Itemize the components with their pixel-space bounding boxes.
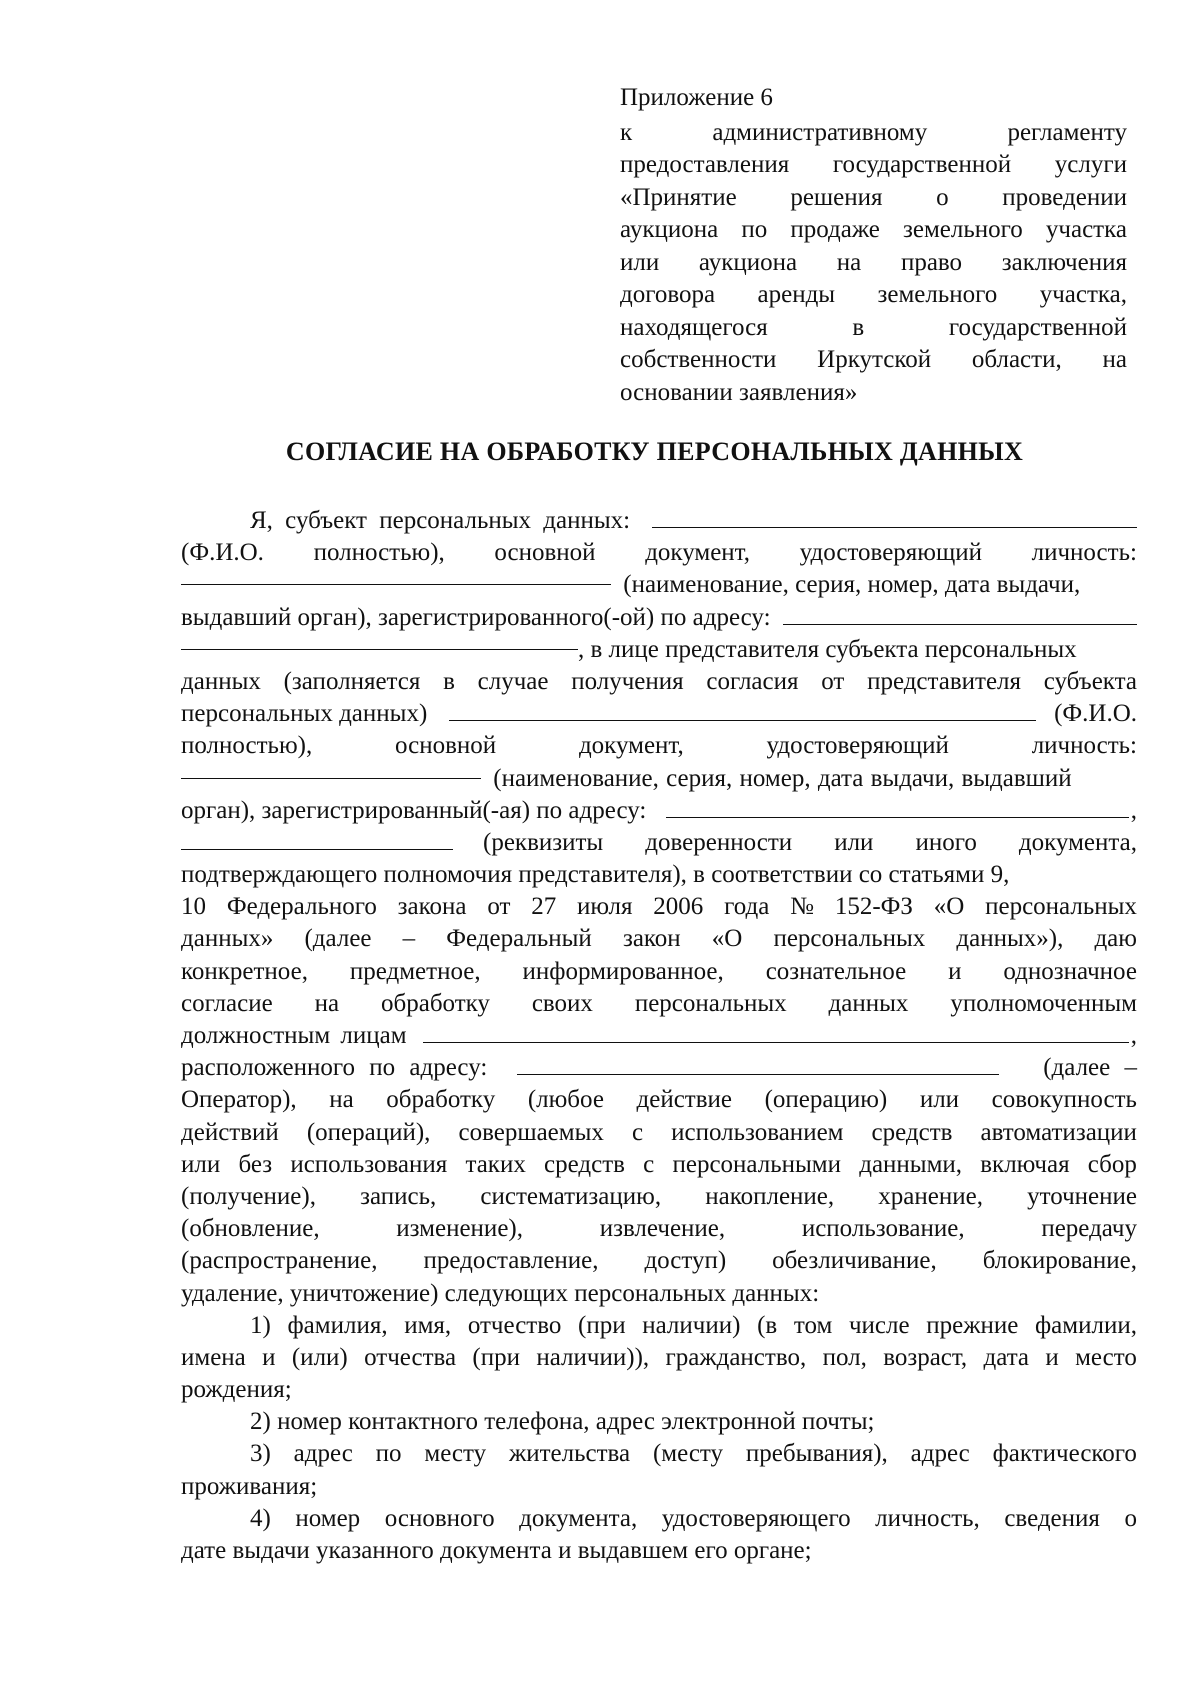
word: личность: [1031, 539, 1137, 567]
word: право [900, 248, 963, 276]
blank-address [783, 624, 1137, 625]
line-text: выдавший орган), зарегистрированного(-ой) по адресу: [181, 603, 771, 631]
word: (распространение, [181, 1247, 378, 1275]
word: государственной [948, 313, 1127, 341]
word: от [487, 893, 511, 921]
word: июля [577, 893, 633, 921]
word: закона [397, 893, 467, 921]
body-line [181, 1020, 1137, 1052]
word: на [1102, 346, 1127, 373]
word: (Ф.И.О. [181, 539, 264, 567]
word: Оператор), [181, 1086, 297, 1114]
blank-rep-document [181, 778, 481, 779]
word: однозначное [1003, 957, 1137, 985]
blank-power-of-attorney [181, 849, 453, 850]
word: закон [622, 925, 681, 953]
word: земельного [903, 216, 1023, 243]
word: в [852, 313, 865, 341]
word: (далее [304, 925, 372, 953]
appendix-line [620, 247, 1127, 280]
word: «О [711, 925, 743, 953]
body-line: проживания; [181, 1472, 318, 1500]
word: 10 [181, 893, 206, 921]
word: фамилия, [287, 1311, 388, 1339]
word: изменение), [396, 1215, 523, 1243]
word: том [793, 1311, 833, 1339]
blank-address-cont [181, 649, 578, 650]
word: по [741, 216, 768, 243]
word: Иркутской [817, 346, 932, 373]
word: обезличивание, [772, 1247, 937, 1275]
word: обработку [386, 1086, 496, 1114]
word: государственной [832, 151, 1012, 178]
word: личность, [875, 1504, 980, 1532]
word: гражданство, [665, 1343, 807, 1371]
word: доверенности [645, 828, 793, 856]
body-line [181, 795, 1137, 827]
word: (получение), [181, 1182, 316, 1210]
word: сознательное [765, 957, 907, 985]
body-line [181, 1084, 1137, 1116]
word: основной [394, 732, 497, 760]
line-text: расположенного по адресу: [181, 1054, 488, 1082]
word: сбор [1087, 1150, 1137, 1178]
word: «О [933, 893, 965, 921]
word: продаже [790, 216, 880, 243]
word: адрес [910, 1440, 970, 1468]
word: № [790, 893, 814, 921]
line-text: персональных данных) [181, 700, 428, 728]
word: конкретное, [181, 957, 308, 985]
word: области, [971, 346, 1062, 373]
appendix-line [620, 344, 1127, 377]
list-item-4 [181, 1503, 1137, 1535]
word: по [375, 1440, 402, 1468]
word: Федеральный [446, 925, 592, 953]
line-text: , [1130, 796, 1137, 824]
word: случае [477, 667, 549, 695]
word: (месту [652, 1440, 724, 1468]
word: и [1045, 1343, 1059, 1371]
blank-operator-address [517, 1074, 999, 1075]
word: обработку [381, 989, 490, 1017]
word: (любое [527, 1086, 604, 1114]
body-line [181, 923, 1137, 955]
list-item-3 [181, 1438, 1137, 1470]
word: административному [712, 118, 928, 146]
body-line [181, 634, 1137, 666]
word: субъекта [1043, 667, 1137, 695]
blank-fio [652, 527, 1137, 528]
word: личность: [1031, 732, 1137, 760]
word: документа, [519, 1504, 638, 1532]
body-line [181, 569, 1137, 601]
body-line [181, 537, 1137, 569]
word: участка [1045, 216, 1127, 243]
word: с [631, 1118, 644, 1146]
word: доступ) [644, 1247, 727, 1275]
word: (операций), [306, 1118, 431, 1146]
body-line [181, 1052, 1137, 1084]
word: автоматизации [980, 1118, 1137, 1146]
word: документа, [1018, 828, 1137, 856]
word: документ, [578, 732, 684, 760]
word: накопление, [705, 1182, 835, 1210]
word: (заполняется [283, 667, 421, 695]
word: земельного [877, 281, 998, 308]
word: полностью), [313, 539, 445, 567]
word: (обновление, [181, 1215, 320, 1243]
word: извлечение, [599, 1215, 726, 1243]
body-line [181, 988, 1137, 1020]
body-line [181, 1213, 1137, 1245]
word: даю [1094, 925, 1137, 953]
word: блокирование, [982, 1247, 1137, 1275]
line-text: (далее – [1043, 1054, 1137, 1082]
line-text: , в лице представителя субъекта персональных [578, 635, 1077, 663]
word: уполномоченным [950, 989, 1137, 1017]
word: или [919, 1086, 960, 1114]
word: решения [790, 183, 883, 211]
appendix-last-line: основании заявления» [620, 378, 858, 406]
word: (операцию) [764, 1086, 888, 1114]
word: персональными [672, 1150, 842, 1178]
word: аукциона [620, 216, 719, 243]
word: хранение, [878, 1182, 983, 1210]
word: (в [757, 1311, 778, 1339]
word: на [836, 248, 862, 276]
word: наличии) [642, 1311, 741, 1339]
word: 4) [250, 1504, 271, 1532]
word: или [834, 828, 874, 856]
word: услуги [1054, 151, 1127, 178]
word: собственности [620, 346, 777, 373]
word: согласие [181, 989, 273, 1017]
appendix-block [620, 82, 1127, 409]
word: основной [494, 539, 596, 567]
appendix-line [620, 117, 1127, 150]
word: средств [544, 1150, 625, 1178]
word: 2006 [653, 893, 704, 921]
body-line [181, 666, 1137, 698]
word: на [329, 1086, 354, 1114]
blank-officials [423, 1042, 1129, 1043]
appendix-line [620, 312, 1127, 345]
word: данными, [859, 1150, 963, 1178]
word: предметное, [349, 957, 481, 985]
word: использования [290, 1150, 448, 1178]
word: или [620, 248, 660, 276]
word: аукциона [698, 248, 798, 276]
word: (при [472, 1343, 521, 1371]
blank-representative [449, 720, 1036, 721]
word: удостоверяющего [661, 1504, 851, 1532]
word: находящегося [620, 313, 768, 341]
word: данных [181, 667, 261, 695]
word: на [314, 989, 340, 1017]
word: договора [620, 281, 716, 308]
word: о [1124, 1504, 1137, 1532]
word: запись, [360, 1182, 437, 1210]
word: систематизацию, [480, 1182, 662, 1210]
word: использование, [801, 1215, 965, 1243]
word: (при [578, 1311, 626, 1339]
word: аренды [757, 281, 836, 308]
word: или [181, 1150, 221, 1178]
word: дата [983, 1343, 1030, 1371]
appendix-line [620, 279, 1127, 312]
body-line [181, 730, 1137, 762]
line-text: орган), зарегистрированный(-ая) по адресу: [181, 796, 647, 824]
body-line [181, 956, 1137, 988]
appendix-title: Приложение 6 [620, 84, 773, 111]
word: место [1075, 1343, 1137, 1371]
word: уточнение [1027, 1182, 1137, 1210]
body-line [181, 827, 1137, 859]
word: 27 [531, 893, 557, 921]
list-item-2: 2) номер контактного телефона, адрес электронной почты; [250, 1408, 875, 1436]
word: отчество [467, 1311, 562, 1339]
word: совершаемых [458, 1118, 604, 1146]
appendix-line [620, 149, 1127, 182]
word: персональных [634, 989, 787, 1017]
body-line [181, 1342, 1137, 1374]
word: года [724, 893, 770, 921]
word: сведения [1004, 1504, 1100, 1532]
appendix-line [620, 214, 1127, 247]
word: прежние [926, 1311, 1019, 1339]
word: данных» [181, 925, 274, 953]
line-text: (наименование, серия, номер, дата выдачи, выдавший [493, 764, 1072, 792]
line-text: Я, субъект персональных данных: [250, 507, 631, 534]
appendix-line [620, 182, 1127, 215]
word: отчества [364, 1343, 457, 1371]
word: иного [915, 828, 977, 856]
word: 3) [250, 1440, 271, 1468]
word: согласия [706, 667, 799, 695]
word: числе [848, 1311, 910, 1339]
document-title: СОГЛАСИЕ НА ОБРАБОТКУ ПЕРСОНАЛЬНЫХ ДАННЫХ [285, 437, 1024, 466]
word: таких [465, 1150, 526, 1178]
word: регламенту [1007, 118, 1127, 146]
word: использованием [671, 1118, 844, 1146]
word: предоставления [620, 151, 790, 178]
word: персональных [773, 925, 926, 953]
word: «Принятие [620, 183, 737, 211]
word: имя, [404, 1311, 452, 1339]
line-text: , [1130, 1022, 1137, 1049]
body-line [181, 1245, 1137, 1277]
body-line [181, 602, 1137, 634]
word: участка, [1039, 281, 1127, 308]
word: представителя [867, 667, 1022, 695]
word: заключения [1001, 248, 1127, 276]
word: адрес [293, 1440, 353, 1468]
word: к [620, 118, 633, 146]
word: наличии)), [536, 1343, 650, 1371]
body-line: удаление, уничтожение) следующих персональных данных: [181, 1279, 820, 1307]
line-text: (Ф.И.О. [1054, 700, 1137, 728]
word: имена [181, 1343, 246, 1371]
word: фамилии, [1034, 1311, 1137, 1339]
word: документ, [645, 539, 750, 567]
blank-document [181, 584, 611, 585]
word: передачу [1041, 1215, 1137, 1243]
word: проведении [1002, 183, 1127, 211]
body-line [181, 763, 1137, 795]
word: включая [980, 1150, 1070, 1178]
body-line [181, 698, 1137, 730]
word: – [402, 925, 416, 953]
word: (реквизиты [483, 828, 604, 856]
word: пол, [822, 1343, 867, 1371]
word: фактического [992, 1440, 1137, 1468]
word: совокупность [991, 1086, 1137, 1114]
word: информированное, [522, 957, 724, 985]
word: от [821, 667, 845, 695]
body-line [181, 891, 1137, 923]
blank-rep-address [666, 817, 1128, 818]
word: удостоверяющий [799, 539, 982, 567]
body-line [181, 1117, 1137, 1149]
line-text [483, 827, 1137, 859]
word: 1) [250, 1311, 271, 1339]
word: предоставление, [423, 1247, 599, 1275]
body-line: рождения; [181, 1376, 292, 1404]
word: получения [571, 667, 684, 695]
body-line [181, 1181, 1137, 1213]
word: и [262, 1343, 276, 1371]
word: месту [424, 1440, 487, 1468]
line-text: должностным лицам [181, 1022, 407, 1049]
word: номер [295, 1504, 361, 1532]
word: действие [636, 1086, 732, 1114]
body-line [181, 1149, 1137, 1181]
word: о [936, 183, 949, 211]
word: пребывания), [745, 1440, 888, 1468]
word: Федерального [226, 893, 377, 921]
word: в [443, 667, 455, 695]
word: и [948, 957, 962, 985]
word: персональных [985, 893, 1137, 921]
line-text: (наименование, серия, номер, дата выдачи, [623, 571, 1081, 599]
consent-body [181, 505, 1137, 1567]
body-line: подтверждающего полномочия представителя), в соответствии со статьями 9, [181, 861, 1010, 889]
word: возраст, [883, 1343, 968, 1371]
list-item-1 [181, 1310, 1137, 1342]
body-line: дате выдачи указанного документа и выдавшем его органе; [181, 1537, 812, 1564]
word: своих [531, 989, 593, 1017]
word: данных [828, 989, 909, 1017]
word: удостоверяющий [766, 732, 949, 760]
word: средств [871, 1118, 953, 1146]
word: данных»), [956, 925, 1064, 953]
word: действий [181, 1118, 279, 1146]
word: полностью), [181, 732, 313, 760]
body-line [181, 505, 1137, 537]
appendix-lines [620, 117, 1127, 377]
word: основного [384, 1504, 495, 1532]
word: без [238, 1150, 273, 1178]
word: жительства [508, 1440, 631, 1468]
word: 152-ФЗ [834, 893, 913, 921]
word: (или) [291, 1343, 348, 1371]
word: с [643, 1150, 655, 1178]
